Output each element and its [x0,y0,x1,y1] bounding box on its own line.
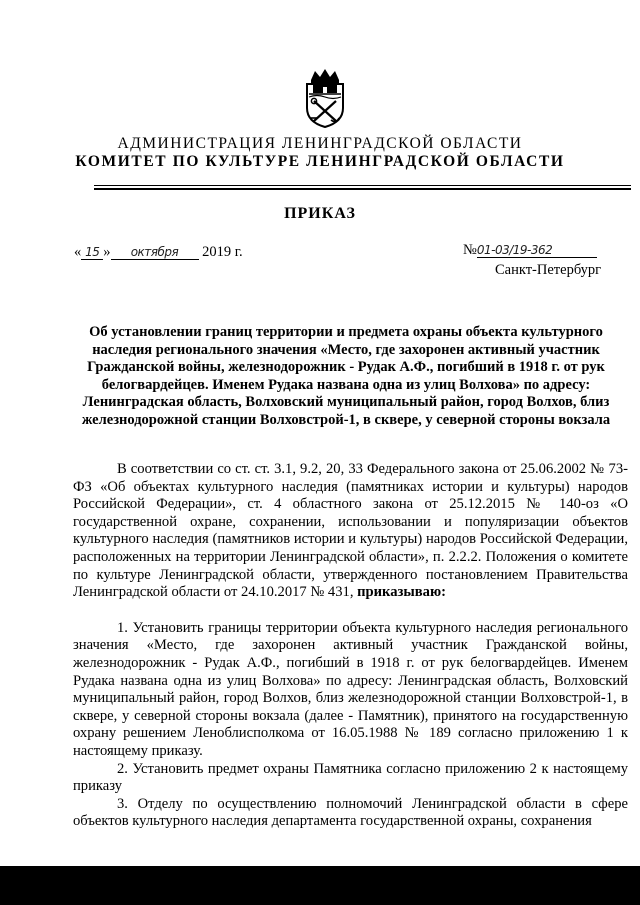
date-close-quote: » [103,244,111,260]
order-item-1: 1. Установить границы территории объекта культурного наследия регионального значения «Место, где захоронен активный участник Гражданской войны, железнодорожник - Рудак А.Ф., погибший в 1918 г. от рук белогвардейцев. Именем Рудака названа одна из улиц Волхова» по адресу: Ленинградская область, Волховский муниципальный район, город Волхов, близ железнодорожной станции Волховстрой-1, в сквере, у северной стороны вокзала (далее - Памятник), принятого на государственную охрану решением Леноблисполкома от 16.05.1988 № 189 согласно приложению 1 к настоящему приказу. [73,619,628,759]
coat-of-arms-icon [301,68,349,128]
order-item-3: 3. Отделу по осуществлению полномочий Ленинградской области в сфере объектов культурного наследия департамента государственной охраны, сохранения [73,795,628,830]
date-day-handwritten: 15 [81,245,103,260]
document-date [74,244,243,261]
date-open-quote: « [74,244,82,260]
date-year: 2019 г. [202,244,243,260]
document-type: ПРИКАЗ [284,205,356,222]
order-item-2: 2. Установить предмет охраны Памятника согласно приложению 2 к настоящему приказу [73,760,628,795]
document-body [73,461,628,831]
document-title: Об установлении границ территории и предмета охраны объекта культурного наследия регионального значения «Место, где захоронен активный участник Гражданской войны, железнодорожник - Рудак А.Ф., погибший в 1918 г. от рук белогвардейцев. Именем Рудака названа одна из улиц Волхова» по адресу: Ленинградская область, Волховский муниципальный район, город Волхов, близ железнодорожной станции Волховстрой-1, в сквере, у северной стороны вокзала [81,324,611,428]
document-number [463,242,597,259]
preamble-paragraph [73,461,628,602]
orders-word: приказываю: [357,584,446,601]
committee-name: КОМИТЕТ ПО КУЛЬТУРЕ ЛЕНИНГРАДСКОЙ ОБЛАСТИ [75,153,565,170]
preamble-text: В соответствии со ст. ст. 3.1, 9.2, 20, 33 Федерального закона от 25.06.2002 № 73-ФЗ «Об объектах культурного наследия (памятниках истории и культуры) народов Российской Федерации», ст. 4 областного закона от 25.12.2015 № 140-оз «О государственной охране, сохранении, использовании и популяризации объектов культурного наследия (памятников истории и культуры) народов Российской Федерации, расположенных на территории Ленинградской области», п. 2.2.2. Положения о комитете по культуре Ленинградской области, утвержденного постановлением Правительства Ленинградской области от 24.10.2017 № 431, [73,461,628,601]
date-month-handwritten: октября [111,245,199,260]
header-divider [94,185,631,186]
number-label: № [463,242,477,258]
document-city: Санкт-Петербург [495,262,602,278]
header-divider-bold [94,188,631,190]
scan-bottom-border [0,866,640,905]
number-value-handwritten: 01-03/19-362 [477,243,597,258]
organization-name: АДМИНИСТРАЦИЯ ЛЕНИНГРАДСКОЙ ОБЛАСТИ [117,135,523,152]
